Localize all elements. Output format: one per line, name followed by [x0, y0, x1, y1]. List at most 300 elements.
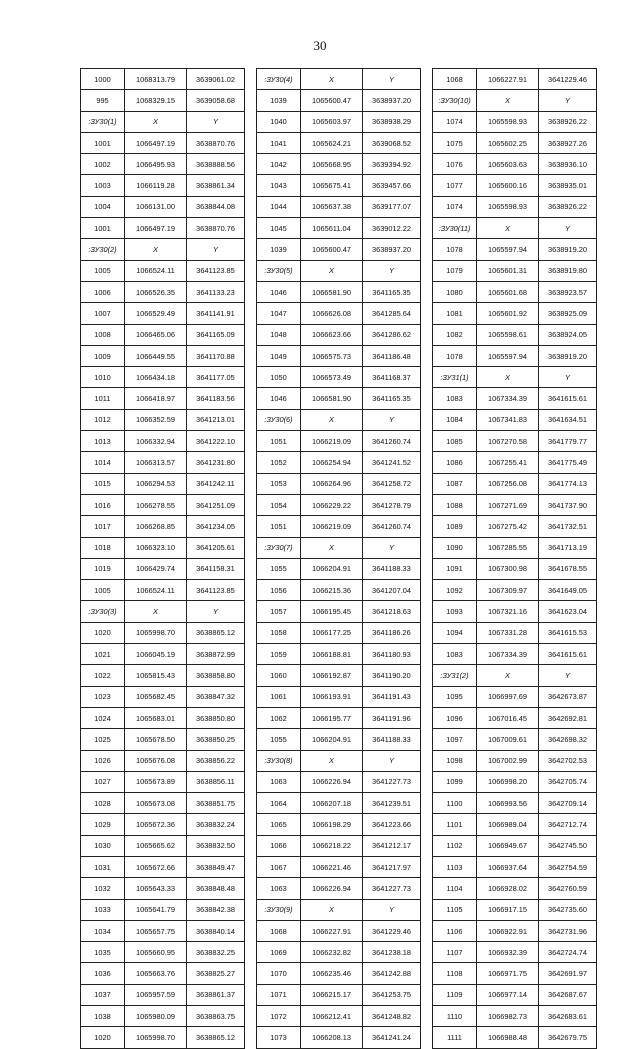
coordinate-row — [257, 324, 421, 345]
y-coordinate-cell: 3642754.59 — [539, 856, 597, 877]
x-coordinate-cell: 1066928.02 — [477, 878, 539, 899]
point-number-cell: 1076 — [433, 154, 477, 175]
axis-label-cell: Y — [363, 69, 421, 90]
x-coordinate-cell: 1066232.82 — [301, 942, 363, 963]
x-coordinate-cell: 1065665.62 — [125, 835, 187, 856]
x-coordinate-cell: 1065672.36 — [125, 814, 187, 835]
coordinate-row — [433, 111, 597, 132]
coordinate-row — [257, 558, 421, 579]
x-coordinate-cell: 1066204.91 — [301, 558, 363, 579]
coordinate-row — [433, 132, 597, 153]
point-number-cell: 1063 — [257, 771, 301, 792]
point-number-cell: 1100 — [433, 793, 477, 814]
point-number-cell: 1046 — [257, 388, 301, 409]
y-coordinate-cell: 3641186.26 — [363, 622, 421, 643]
y-coordinate-cell: 3638850.80 — [187, 707, 245, 728]
x-coordinate-cell: 1066497.19 — [125, 132, 187, 153]
coordinate-row — [257, 835, 421, 856]
x-coordinate-cell: 1066989.04 — [477, 814, 539, 835]
point-number-cell: 1091 — [433, 558, 477, 579]
x-coordinate-cell: 1066449.55 — [125, 345, 187, 366]
x-coordinate-cell: 1065600.47 — [301, 239, 363, 260]
y-coordinate-cell: 3641223.66 — [363, 814, 421, 835]
x-coordinate-cell: 1065660.95 — [125, 942, 187, 963]
x-coordinate-cell: 1065637.38 — [301, 196, 363, 217]
coordinate-row — [81, 729, 245, 750]
y-coordinate-cell: 3641218.63 — [363, 601, 421, 622]
coordinate-row — [81, 707, 245, 728]
y-coordinate-cell: 3638840.14 — [187, 920, 245, 941]
axis-label-cell: X — [477, 367, 539, 388]
y-coordinate-cell: 3638919.20 — [539, 239, 597, 260]
y-coordinate-cell: 3641188.33 — [363, 558, 421, 579]
y-coordinate-cell: 3638844.08 — [187, 196, 245, 217]
x-coordinate-cell: 1065668.95 — [301, 154, 363, 175]
y-coordinate-cell: 3638937.20 — [363, 239, 421, 260]
axis-label-cell: Y — [363, 750, 421, 771]
x-coordinate-cell: 1065672.66 — [125, 856, 187, 877]
point-number-cell: 1078 — [433, 239, 477, 260]
coordinate-row — [433, 260, 597, 281]
coordinate-row — [433, 154, 597, 175]
coordinate-row — [81, 69, 245, 90]
point-number-cell: 1041 — [257, 132, 301, 153]
section-header-row — [257, 69, 421, 90]
section-header-row — [257, 899, 421, 920]
y-coordinate-cell: 3641229.46 — [363, 920, 421, 941]
x-coordinate-cell: 1066045.19 — [125, 644, 187, 665]
point-number-cell: 1083 — [433, 388, 477, 409]
coordinate-row — [257, 196, 421, 217]
point-number-cell: 1060 — [257, 665, 301, 686]
coordinate-row — [81, 303, 245, 324]
coordinate-row — [433, 920, 597, 941]
x-coordinate-cell: 1066937.64 — [477, 856, 539, 877]
y-coordinate-cell: 3638919.20 — [539, 345, 597, 366]
y-coordinate-cell: 3638870.76 — [187, 218, 245, 239]
coordinate-row — [433, 452, 597, 473]
coordinate-row — [257, 771, 421, 792]
point-number-cell: 1077 — [433, 175, 477, 196]
x-coordinate-cell: 1065663.76 — [125, 963, 187, 984]
point-number-cell: 1080 — [433, 281, 477, 302]
point-number-cell: 1018 — [81, 537, 125, 558]
point-number-cell: 995 — [81, 90, 125, 111]
axis-label-cell: X — [301, 537, 363, 558]
section-header-row — [433, 665, 597, 686]
x-coordinate-cell: 1066207.18 — [301, 793, 363, 814]
y-coordinate-cell: 3641615.61 — [539, 388, 597, 409]
parcel-label-cell: :ЗУ30(5) — [257, 260, 301, 281]
x-coordinate-cell: 1065603.97 — [301, 111, 363, 132]
point-number-cell: 1059 — [257, 644, 301, 665]
point-number-cell: 1073 — [257, 1027, 301, 1048]
x-coordinate-cell: 1066235.46 — [301, 963, 363, 984]
coordinate-row — [257, 303, 421, 324]
x-coordinate-cell: 1065676.08 — [125, 750, 187, 771]
point-number-cell: 1083 — [433, 644, 477, 665]
point-number-cell: 1031 — [81, 856, 125, 877]
point-number-cell: 1022 — [81, 665, 125, 686]
y-coordinate-cell: 3641678.55 — [539, 558, 597, 579]
point-number-cell: 1003 — [81, 175, 125, 196]
parcel-label-cell: :ЗУ30(10) — [433, 90, 477, 111]
x-coordinate-cell: 1066497.19 — [125, 218, 187, 239]
coordinate-row — [81, 431, 245, 452]
y-coordinate-cell: 3642709.14 — [539, 793, 597, 814]
section-header-row — [433, 90, 597, 111]
y-coordinate-cell: 3638925.09 — [539, 303, 597, 324]
point-number-cell: 1034 — [81, 920, 125, 941]
coordinate-row — [433, 601, 597, 622]
coordinate-row — [257, 878, 421, 899]
x-coordinate-cell: 1065998.70 — [125, 1027, 187, 1048]
x-coordinate-cell: 1066917.15 — [477, 899, 539, 920]
y-coordinate-cell: 3641238.18 — [363, 942, 421, 963]
section-header-row — [81, 601, 245, 622]
y-coordinate-cell: 3641227.73 — [363, 878, 421, 899]
coordinate-row — [81, 196, 245, 217]
y-coordinate-cell: 3641242.11 — [187, 473, 245, 494]
coordinate-row — [433, 750, 597, 771]
y-coordinate-cell: 3641217.97 — [363, 856, 421, 877]
point-number-cell: 1057 — [257, 601, 301, 622]
y-coordinate-cell: 3641241.52 — [363, 452, 421, 473]
point-number-cell: 1046 — [257, 281, 301, 302]
x-coordinate-cell: 1065598.61 — [477, 324, 539, 345]
y-coordinate-cell: 3641123.85 — [187, 580, 245, 601]
coordinate-row — [433, 793, 597, 814]
coordinate-row — [81, 132, 245, 153]
point-number-cell: 1014 — [81, 452, 125, 473]
point-number-cell: 1047 — [257, 303, 301, 324]
coordinate-row — [81, 281, 245, 302]
x-coordinate-cell: 1066573.49 — [301, 367, 363, 388]
point-number-cell: 1008 — [81, 324, 125, 345]
axis-label-cell: Y — [539, 665, 597, 686]
coordinate-row — [81, 537, 245, 558]
coordinate-row — [433, 516, 597, 537]
x-coordinate-cell: 1065602.25 — [477, 132, 539, 153]
y-coordinate-cell: 3638858.80 — [187, 665, 245, 686]
axis-label-cell: Y — [539, 218, 597, 239]
x-coordinate-cell: 1066581.90 — [301, 281, 363, 302]
x-coordinate-cell: 1068329.15 — [125, 90, 187, 111]
coordinate-row — [433, 878, 597, 899]
point-number-cell: 1051 — [257, 431, 301, 452]
y-coordinate-cell: 3639068.52 — [363, 132, 421, 153]
point-number-cell: 1038 — [81, 1006, 125, 1027]
x-coordinate-cell: 1065597.94 — [477, 345, 539, 366]
x-coordinate-cell: 1067255.41 — [477, 452, 539, 473]
axis-label-cell: X — [125, 239, 187, 260]
x-coordinate-cell: 1066177.25 — [301, 622, 363, 643]
axis-label-cell: X — [477, 90, 539, 111]
axis-label-cell: X — [477, 665, 539, 686]
coordinate-row — [433, 835, 597, 856]
y-coordinate-cell: 3641229.46 — [539, 69, 597, 90]
y-coordinate-cell: 3641260.74 — [363, 516, 421, 537]
coordinate-row — [433, 622, 597, 643]
point-number-cell: 1096 — [433, 707, 477, 728]
y-coordinate-cell: 3639394.92 — [363, 154, 421, 175]
x-coordinate-cell: 1066971.75 — [477, 963, 539, 984]
x-coordinate-cell: 1066294.53 — [125, 473, 187, 494]
y-coordinate-cell: 3641165.35 — [363, 281, 421, 302]
y-coordinate-cell: 3641213.01 — [187, 409, 245, 430]
axis-label-cell: Y — [187, 111, 245, 132]
point-number-cell: 1028 — [81, 793, 125, 814]
axis-label-cell: X — [125, 601, 187, 622]
parcel-label-cell: :ЗУ30(6) — [257, 409, 301, 430]
y-coordinate-cell: 3641239.51 — [363, 793, 421, 814]
y-coordinate-cell: 3641713.19 — [539, 537, 597, 558]
y-coordinate-cell: 3638870.76 — [187, 132, 245, 153]
x-coordinate-cell: 1066418.97 — [125, 388, 187, 409]
coordinate-row — [433, 984, 597, 1005]
point-number-cell: 1066 — [257, 835, 301, 856]
y-coordinate-cell: 3641177.05 — [187, 367, 245, 388]
point-number-cell: 1013 — [81, 431, 125, 452]
y-coordinate-cell: 3638849.47 — [187, 856, 245, 877]
coordinate-row — [433, 431, 597, 452]
x-coordinate-cell: 1065682.45 — [125, 686, 187, 707]
point-number-cell: 1026 — [81, 750, 125, 771]
x-coordinate-cell: 1066526.35 — [125, 281, 187, 302]
point-number-cell: 1017 — [81, 516, 125, 537]
point-number-cell: 1087 — [433, 473, 477, 494]
y-coordinate-cell: 3638856.22 — [187, 750, 245, 771]
y-coordinate-cell: 3641260.74 — [363, 431, 421, 452]
y-coordinate-cell: 3642683.61 — [539, 1006, 597, 1027]
point-number-cell: 1109 — [433, 984, 477, 1005]
coordinate-row — [257, 814, 421, 835]
coordinate-row — [257, 281, 421, 302]
coordinate-row — [81, 580, 245, 601]
point-number-cell: 1045 — [257, 218, 301, 239]
y-coordinate-cell: 3642712.74 — [539, 814, 597, 835]
coordinate-row — [81, 473, 245, 494]
y-coordinate-cell: 3641278.79 — [363, 494, 421, 515]
coordinate-row — [81, 835, 245, 856]
coordinate-row — [257, 473, 421, 494]
x-coordinate-cell: 1065601.92 — [477, 303, 539, 324]
x-coordinate-cell: 1065678.50 — [125, 729, 187, 750]
coordinate-row — [433, 537, 597, 558]
parcel-label-cell: :ЗУ31(2) — [433, 665, 477, 686]
point-number-cell: 1065 — [257, 814, 301, 835]
y-coordinate-cell: 3638832.25 — [187, 942, 245, 963]
x-coordinate-cell: 1066922.91 — [477, 920, 539, 941]
y-coordinate-cell: 3642705.74 — [539, 771, 597, 792]
point-number-cell: 1005 — [81, 260, 125, 281]
point-number-cell: 1101 — [433, 814, 477, 835]
y-coordinate-cell: 3641186.48 — [363, 345, 421, 366]
axis-label-cell: X — [301, 260, 363, 281]
coordinate-row — [257, 1006, 421, 1027]
y-coordinate-cell: 3641191.43 — [363, 686, 421, 707]
point-number-cell: 1012 — [81, 409, 125, 430]
section-header-row — [433, 367, 597, 388]
section-header-row — [433, 218, 597, 239]
y-coordinate-cell: 3638872.99 — [187, 644, 245, 665]
x-coordinate-cell: 1065598.93 — [477, 196, 539, 217]
point-number-cell: 1029 — [81, 814, 125, 835]
x-coordinate-cell: 1066219.09 — [301, 431, 363, 452]
coordinate-row — [257, 622, 421, 643]
y-coordinate-cell: 3638865.12 — [187, 1027, 245, 1048]
parcel-label-cell: :ЗУ31(1) — [433, 367, 477, 388]
y-coordinate-cell: 3638924.05 — [539, 324, 597, 345]
point-number-cell: 1068 — [257, 920, 301, 941]
section-header-row — [257, 537, 421, 558]
point-number-cell: 1058 — [257, 622, 301, 643]
coordinate-row — [81, 750, 245, 771]
y-coordinate-cell: 3642735.60 — [539, 899, 597, 920]
coordinate-row — [81, 452, 245, 473]
y-coordinate-cell: 3641242.88 — [363, 963, 421, 984]
parcel-label-cell: :ЗУ30(11) — [433, 218, 477, 239]
point-number-cell: 1042 — [257, 154, 301, 175]
point-number-cell: 1086 — [433, 452, 477, 473]
y-coordinate-cell: 3638937.20 — [363, 90, 421, 111]
coordinate-row — [257, 367, 421, 388]
axis-label-cell: X — [125, 111, 187, 132]
coordinate-row — [433, 729, 597, 750]
x-coordinate-cell: 1067309.97 — [477, 580, 539, 601]
coordinate-row — [433, 345, 597, 366]
y-coordinate-cell: 3638926.22 — [539, 111, 597, 132]
coordinate-row — [81, 218, 245, 239]
y-coordinate-cell: 3641258.72 — [363, 473, 421, 494]
point-number-cell: 1089 — [433, 516, 477, 537]
coordinates-table-middle — [256, 68, 421, 1049]
point-number-cell: 1081 — [433, 303, 477, 324]
coordinate-row — [257, 431, 421, 452]
coordinate-row — [81, 665, 245, 686]
y-coordinate-cell: 3641285.64 — [363, 303, 421, 324]
coordinate-row — [81, 793, 245, 814]
y-coordinate-cell: 3639457.66 — [363, 175, 421, 196]
x-coordinate-cell: 1066626.08 — [301, 303, 363, 324]
point-number-cell: 1072 — [257, 1006, 301, 1027]
coordinate-row — [81, 1027, 245, 1048]
coordinate-row — [433, 1006, 597, 1027]
y-coordinate-cell: 3638832.50 — [187, 835, 245, 856]
coordinate-row — [257, 132, 421, 153]
coordinate-row — [81, 878, 245, 899]
y-coordinate-cell: 3638861.37 — [187, 984, 245, 1005]
coordinate-row — [433, 686, 597, 707]
x-coordinate-cell: 1066998.20 — [477, 771, 539, 792]
point-number-cell: 1069 — [257, 942, 301, 963]
y-coordinate-cell: 3642760.59 — [539, 878, 597, 899]
point-number-cell: 1095 — [433, 686, 477, 707]
x-coordinate-cell: 1065673.08 — [125, 793, 187, 814]
x-coordinate-cell: 1066323.10 — [125, 537, 187, 558]
coordinate-row — [257, 452, 421, 473]
point-number-cell: 1044 — [257, 196, 301, 217]
coordinate-row — [81, 899, 245, 920]
point-number-cell: 1068 — [433, 69, 477, 90]
point-number-cell: 1055 — [257, 558, 301, 579]
x-coordinate-cell: 1066215.36 — [301, 580, 363, 601]
point-number-cell: 1043 — [257, 175, 301, 196]
x-coordinate-cell: 1065603.63 — [477, 154, 539, 175]
section-header-row — [81, 239, 245, 260]
point-number-cell: 1049 — [257, 345, 301, 366]
x-coordinate-cell: 1065601.31 — [477, 260, 539, 281]
parcel-label-cell: :ЗУ30(7) — [257, 537, 301, 558]
y-coordinate-cell: 3638850.25 — [187, 729, 245, 750]
coordinate-row — [257, 665, 421, 686]
coordinate-row — [81, 367, 245, 388]
coordinate-row — [433, 281, 597, 302]
y-coordinate-cell: 3641207.04 — [363, 580, 421, 601]
coordinate-row — [81, 90, 245, 111]
point-number-cell: 1070 — [257, 963, 301, 984]
x-coordinate-cell: 1066332.94 — [125, 431, 187, 452]
coordinate-row — [81, 154, 245, 175]
point-number-cell: 1025 — [81, 729, 125, 750]
y-coordinate-cell: 3639012.22 — [363, 218, 421, 239]
coordinate-row — [257, 175, 421, 196]
coordinate-row — [81, 984, 245, 1005]
coordinate-row — [257, 516, 421, 537]
axis-label-cell: Y — [363, 409, 421, 430]
x-coordinate-cell: 1066524.11 — [125, 260, 187, 281]
y-coordinate-cell: 3641774.13 — [539, 473, 597, 494]
x-coordinate-cell: 1065601.68 — [477, 281, 539, 302]
point-number-cell: 1063 — [257, 878, 301, 899]
coordinate-row — [433, 899, 597, 920]
coordinate-row — [257, 580, 421, 601]
y-coordinate-cell: 3639058.68 — [187, 90, 245, 111]
coordinate-row — [81, 409, 245, 430]
x-coordinate-cell: 1066495.93 — [125, 154, 187, 175]
section-header-row — [257, 750, 421, 771]
point-number-cell: 1021 — [81, 644, 125, 665]
y-coordinate-cell: 3638919.80 — [539, 260, 597, 281]
y-coordinate-cell: 3638936.10 — [539, 154, 597, 175]
x-coordinate-cell: 1066982.73 — [477, 1006, 539, 1027]
y-coordinate-cell: 3641165.09 — [187, 324, 245, 345]
x-coordinate-cell: 1066195.77 — [301, 707, 363, 728]
y-coordinate-cell: 3642702.53 — [539, 750, 597, 771]
x-coordinate-cell: 1066429.74 — [125, 558, 187, 579]
y-coordinate-cell: 3641231.80 — [187, 452, 245, 473]
y-coordinate-cell: 3638863.75 — [187, 1006, 245, 1027]
point-number-cell: 1074 — [433, 111, 477, 132]
point-number-cell: 1016 — [81, 494, 125, 515]
point-number-cell: 1085 — [433, 431, 477, 452]
x-coordinate-cell: 1066434.18 — [125, 367, 187, 388]
axis-label-cell: Y — [187, 239, 245, 260]
coordinate-row — [433, 707, 597, 728]
y-coordinate-cell: 3642673.87 — [539, 686, 597, 707]
y-coordinate-cell: 3641205.61 — [187, 537, 245, 558]
y-coordinate-cell: 3638847.32 — [187, 686, 245, 707]
coordinates-table-right — [432, 68, 597, 1049]
y-coordinate-cell: 3641779.77 — [539, 431, 597, 452]
point-number-cell: 1105 — [433, 899, 477, 920]
point-number-cell: 1111 — [433, 1027, 477, 1048]
x-coordinate-cell: 1065657.75 — [125, 920, 187, 941]
y-coordinate-cell: 3641222.10 — [187, 431, 245, 452]
coordinate-row — [433, 580, 597, 601]
x-coordinate-cell: 1067334.39 — [477, 644, 539, 665]
point-number-cell: 1088 — [433, 494, 477, 515]
